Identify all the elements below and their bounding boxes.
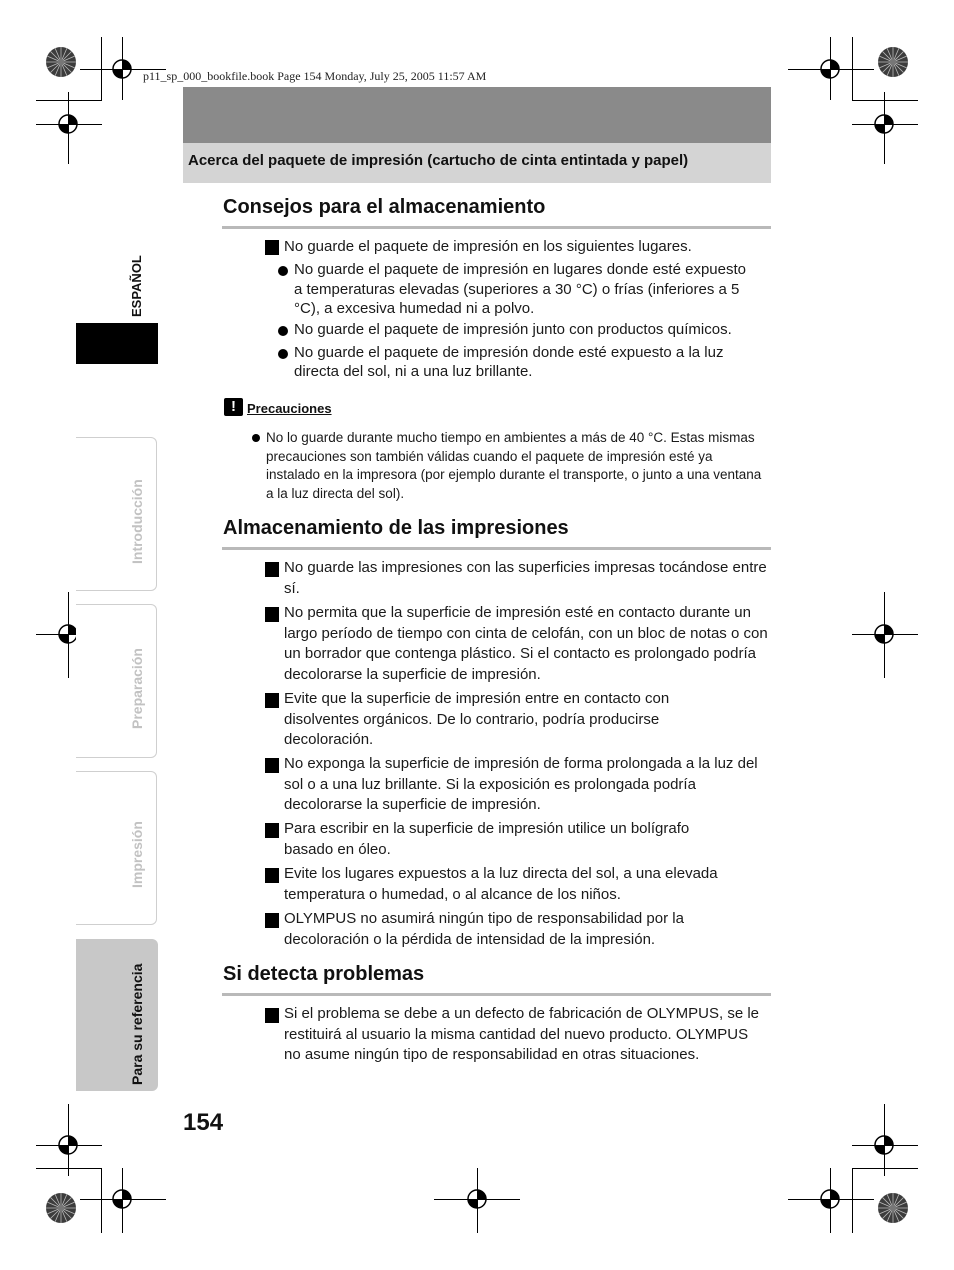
list-item: No guarde las impresiones con las superficies impresas tocándose entre sí. [284, 559, 767, 597]
section-rule [222, 993, 771, 996]
registration-mark-icon [111, 1188, 133, 1210]
square-bullet-icon [265, 758, 279, 773]
header-band [183, 87, 771, 143]
section-heading: Almacenamiento de las impresiones [223, 517, 569, 539]
list-item: Para escribir en la superficie de impresión utilice un bolígrafo basado en óleo. [284, 820, 690, 858]
caution-label: Precauciones [247, 401, 332, 416]
registration-mark-icon [57, 1134, 79, 1156]
color-target-icon [877, 46, 909, 78]
tab-label: Impresión [129, 821, 145, 888]
list-item: No guarde el paquete de impresión junto con productos químicos. [294, 321, 732, 338]
tab-preparacion[interactable] [76, 604, 157, 758]
list-item: No guarde el paquete de impresión donde esté expuesto a la luz directa del sol, ni a una luz brillante. [294, 344, 724, 380]
page-number: 154 [183, 1109, 224, 1136]
list-item: OLYMPUS no asumirá ningún tipo de responsabilidad por la decoloración o la pérdida de intensidad de la impresión. [284, 910, 684, 948]
round-bullet-icon [252, 434, 260, 442]
language-label: ESPAÑOL [129, 255, 144, 317]
square-bullet-icon [265, 693, 279, 708]
list-item: Evite los lugares expuestos a la luz directa del sol, a una elevada temperatura o humedad, o al alcance de los niños. [284, 865, 718, 903]
section-rule [222, 547, 771, 550]
tab-label: Introducción [129, 479, 145, 564]
section-rule [222, 226, 771, 229]
book-file-line: p11_sp_000_bookfile.book Page 154 Monday, July 25, 2005 11:57 AM [143, 69, 487, 83]
registration-mark-icon [111, 58, 133, 80]
list-item: Evite que la superficie de impresión entre en contacto con disolventes orgánicos. De lo contrario, podría producirse decoloración. [284, 690, 670, 748]
square-bullet-icon [265, 913, 279, 928]
tab-para-su-referencia[interactable] [76, 939, 158, 1091]
round-bullet-icon [278, 326, 288, 336]
registration-mark-icon [873, 113, 895, 135]
list-item: No guarde el paquete de impresión en lugares donde esté expuesto a temperaturas elevadas (superiores a 30 °C) o frías (inferiores a 5 °C), a excesiva humedad ni a polvo. [294, 261, 746, 317]
square-bullet-icon [265, 868, 279, 883]
tab-impresion[interactable] [76, 771, 157, 925]
square-bullet-icon [265, 607, 279, 622]
registration-mark-icon [466, 1188, 488, 1210]
tab-introduccion[interactable] [76, 437, 157, 591]
tab-label: Preparación [129, 648, 145, 729]
chapter-title: Acerca del paquete de impresión (cartucho de cinta entintada y papel) [188, 152, 689, 169]
round-bullet-icon [278, 349, 288, 359]
registration-mark-icon [873, 1134, 895, 1156]
exclamation-icon: ! [224, 398, 243, 416]
registration-mark-icon [819, 58, 841, 80]
tab-label: Para su referencia [129, 963, 145, 1085]
square-bullet-icon [265, 240, 279, 255]
language-tab-marker [76, 323, 158, 364]
color-target-icon [45, 46, 77, 78]
square-bullet-icon [265, 562, 279, 577]
round-bullet-icon [278, 266, 288, 276]
section-heading: Si detecta problemas [223, 963, 425, 985]
section-heading: Consejos para el almacenamiento [223, 196, 546, 218]
list-item: No permita que la superficie de impresión esté en contacto durante un largo período de tiempo con cinta de celofán, con un bloc de notas o con un borrador que contenga plástico. Si el contacto es prolongado podría decolorarse la superficie de impresión. [284, 604, 768, 683]
color-target-icon [877, 1192, 909, 1224]
color-target-icon [45, 1192, 77, 1224]
list-item: No exponga la superficie de impresión de forma prolongada a la luz del sol o a una luz brillante. Si la exposición es prolongada podría decolorarse la superficie de impresión. [284, 755, 758, 813]
square-bullet-icon [265, 823, 279, 838]
registration-mark-icon [819, 1188, 841, 1210]
list-item: No guarde el paquete de impresión en los siguientes lugares. [284, 238, 692, 255]
caution-text: No lo guarde durante mucho tiempo en ambientes a más de 40 °C. Estas mismas precauciones son también válidas cuando el paquete de impresión esté ya instalado en la impresora (por ejemplo durante el transporte, o junto a una ventana a la luz directa del sol). [266, 430, 762, 502]
registration-mark-icon [873, 623, 895, 645]
square-bullet-icon [265, 1008, 279, 1023]
registration-mark-icon [57, 113, 79, 135]
list-item: Si el problema se debe a un defecto de fabricación de OLYMPUS, se le restituirá al usuario la misma cantidad del nuevo producto. OLYMPUS no asume ningún tipo de responsabilidad en otras situaciones. [284, 1005, 759, 1063]
